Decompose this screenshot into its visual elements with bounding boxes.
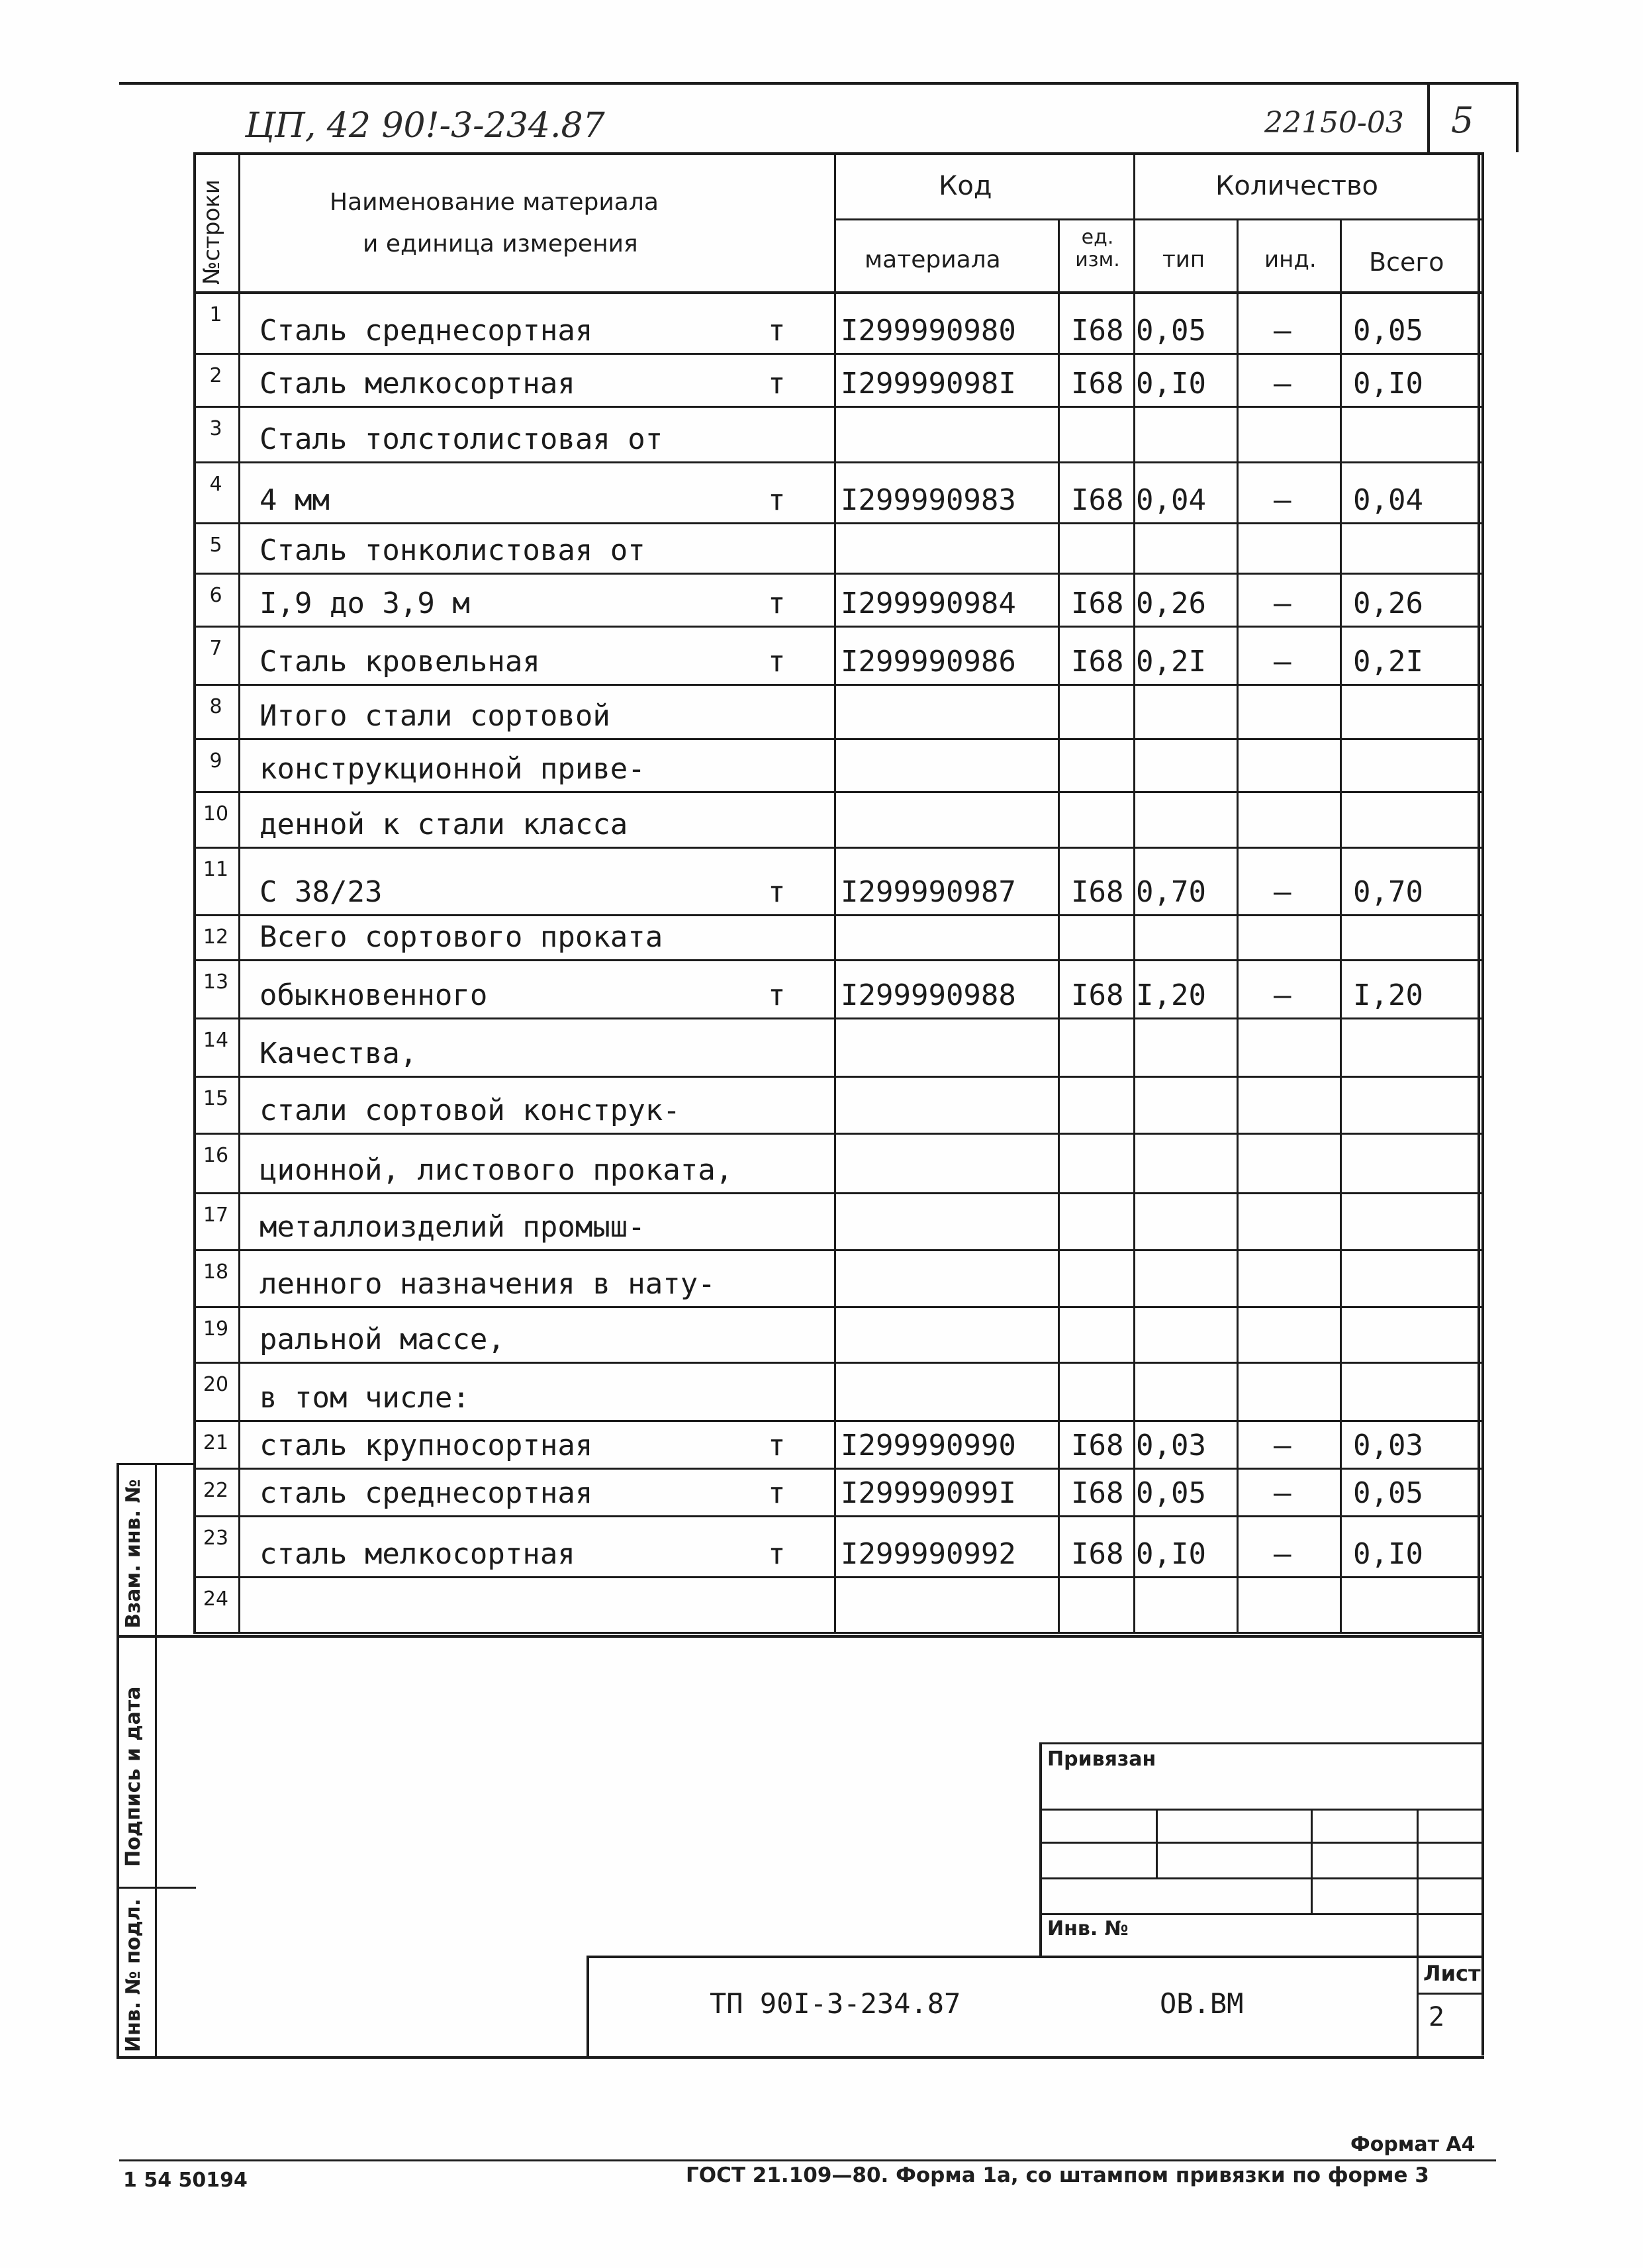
row-material-name: Сталь мелкосортная (259, 367, 575, 401)
binding-stamp-left (1039, 1742, 1042, 1958)
table-row (193, 1135, 1481, 1194)
binding-inv-no: Инв. № (1047, 1917, 1129, 1940)
title-block-sheet-divider (1417, 1956, 1419, 2056)
row-number: 12 (203, 925, 229, 949)
row-unit-code: I68 (1071, 875, 1124, 909)
table-row (193, 1251, 1481, 1308)
footer-format: Формат А4 (1350, 2133, 1476, 2156)
row-material-code: I299990987 (841, 875, 1016, 909)
row-qty-ind: – (1274, 978, 1291, 1012)
title-mark: ОВ.ВМ (1160, 1987, 1244, 2020)
row-qty-type: 0,2I (1136, 645, 1206, 679)
header-name-line2: и единица измерения (363, 230, 638, 258)
row-unit: т (768, 587, 786, 620)
row-unit: т (768, 367, 786, 401)
row-material-name: сталь среднесортная (259, 1476, 593, 1510)
row-unit-code: I68 (1071, 483, 1124, 517)
row-number: 11 (203, 858, 229, 881)
row-qty-total: 0,03 (1353, 1429, 1423, 1462)
row-unit-code: I68 (1071, 367, 1124, 401)
row-material-name: сталь мелкосортная (259, 1537, 575, 1571)
frame-top-line (119, 82, 1519, 85)
row-qty-total: 0,I0 (1353, 367, 1423, 401)
row-material-name: Сталь толстолистовая от (259, 422, 663, 456)
row-unit-code: I68 (1071, 314, 1124, 348)
row-qty-ind: – (1274, 483, 1291, 517)
table-row (193, 1019, 1481, 1078)
header-qty-total: Всего (1369, 248, 1444, 277)
header-qty-ind: инд. (1264, 246, 1317, 273)
binding-stamp-col-1 (1156, 1809, 1158, 1877)
row-material-name: обыкновенного (259, 978, 488, 1012)
row-unit: т (768, 1429, 786, 1462)
row-material-name: ленного назначения в нату- (259, 1267, 716, 1301)
row-number: 21 (203, 1431, 229, 1454)
side-vzam-inv: Взам. инв. № (122, 1479, 145, 1629)
side-inv-podl: Инв. № подл. (122, 1898, 145, 2052)
row-number: 15 (203, 1087, 229, 1110)
row-number: 13 (203, 970, 229, 994)
frame-top-right-edge (1516, 82, 1519, 152)
header-code-material: материала (865, 246, 1001, 273)
row-qty-ind: – (1274, 314, 1291, 348)
title-block-sheet-row (1417, 1993, 1484, 1995)
row-unit: т (768, 1537, 786, 1571)
handwritten-order-number: 22150-03 (1264, 106, 1404, 140)
row-qty-total: 0,05 (1353, 1476, 1423, 1510)
row-qty-total: 0,70 (1353, 875, 1423, 909)
row-material-code: I29999098I (841, 367, 1016, 401)
table-row (193, 1578, 1481, 1634)
frame-right-border-lower (1481, 682, 1484, 2055)
table-row (193, 1364, 1481, 1422)
row-qty-type: 0,03 (1136, 1429, 1206, 1462)
row-material-name: Сталь среднесортная (259, 314, 593, 348)
row-qty-ind: – (1274, 367, 1291, 401)
row-qty-total: I,20 (1353, 978, 1423, 1012)
row-material-code: I299990990 (841, 1429, 1016, 1462)
row-material-name: металлоизделий промыш- (259, 1210, 645, 1244)
row-qty-ind: – (1274, 1537, 1291, 1571)
row-number: 22 (203, 1479, 229, 1502)
side-stamp-divider-1 (117, 1635, 1484, 1638)
row-number: 23 (203, 1527, 229, 1550)
row-qty-type: I,20 (1136, 978, 1206, 1012)
row-qty-type: 0,I0 (1136, 367, 1206, 401)
page-number: 5 (1451, 99, 1474, 141)
row-material-code: I29999099I (841, 1476, 1016, 1510)
row-material-name: ральной массе, (259, 1323, 505, 1356)
row-material-name: денной к стали класса (259, 808, 628, 841)
row-unit-code: I68 (1071, 978, 1124, 1012)
table-row (193, 294, 1481, 355)
footer-line (119, 2159, 1496, 2161)
row-number: 9 (209, 749, 222, 773)
page-number-divider (1427, 82, 1430, 152)
row-unit: т (768, 645, 786, 679)
row-number: 8 (209, 695, 222, 718)
row-material-code: I299990980 (841, 314, 1016, 348)
header-qty-type: тип (1162, 246, 1205, 273)
row-material-name: Качества, (259, 1037, 418, 1070)
header-row-number: №строки (199, 179, 225, 285)
row-number: 14 (203, 1029, 229, 1052)
row-qty-total: 0,2I (1353, 645, 1423, 679)
table-top-border (193, 152, 1484, 155)
row-unit-code: I68 (1071, 1537, 1124, 1571)
row-qty-ind: – (1274, 587, 1291, 620)
row-qty-total: 0,05 (1353, 314, 1423, 348)
table-row (193, 1517, 1481, 1578)
side-podpis-data: Подпись и дата (122, 1686, 145, 1867)
row-unit: т (768, 978, 786, 1012)
row-qty-total: 0,I0 (1353, 1537, 1423, 1571)
row-qty-ind: – (1274, 875, 1291, 909)
row-qty-ind: – (1274, 645, 1291, 679)
row-divider (193, 1632, 1481, 1634)
row-unit: т (768, 875, 786, 909)
footer-gost: ГОСТ 21.109—80. Форма 1а, со штампом привязки по форме 3 (686, 2163, 1429, 2187)
row-qty-type: 0,26 (1136, 587, 1206, 620)
row-number: 4 (209, 473, 222, 496)
binding-stamp-col-3 (1417, 1809, 1419, 1958)
table-row (193, 1422, 1481, 1470)
row-material-name: 4 мм (259, 483, 330, 517)
handwritten-doc-ref: ЦП, 42 90!-3-234.87 (245, 106, 605, 146)
title-block-left (587, 1956, 589, 2056)
table-row (193, 1194, 1481, 1251)
row-number: 5 (209, 534, 222, 557)
table-row (193, 575, 1481, 628)
row-material-name: конструкционной приве- (259, 752, 645, 786)
row-qty-total: 0,04 (1353, 483, 1423, 517)
table-row (193, 355, 1481, 408)
table-row (193, 1470, 1481, 1517)
binding-stamp-col-2 (1311, 1809, 1313, 1913)
table-row (193, 793, 1481, 849)
row-number: 19 (203, 1317, 229, 1341)
table-row (193, 408, 1481, 463)
frame-bottom-border (117, 2056, 1484, 2059)
title-doc-code: ТП 90I-3-234.87 (710, 1987, 961, 2020)
row-number: 2 (209, 364, 222, 387)
side-stamp-inner-line (155, 1463, 157, 2059)
row-number: 16 (203, 1144, 229, 1167)
header-sub-divider (834, 218, 1481, 220)
binding-privyazan: Привязан (1047, 1748, 1156, 1771)
table-row (193, 686, 1481, 740)
row-qty-ind: – (1274, 1429, 1291, 1462)
header-quantity: Количество (1215, 171, 1379, 201)
row-qty-type: 0,05 (1136, 314, 1206, 348)
table-row (193, 463, 1481, 524)
row-qty-type: 0,70 (1136, 875, 1206, 909)
title-sheet-number: 2 (1429, 2002, 1445, 2032)
row-qty-type: 0,05 (1136, 1476, 1206, 1510)
row-material-name: ционной, листового проката, (259, 1153, 733, 1187)
row-material-code: I299990984 (841, 587, 1016, 620)
table-row (193, 524, 1481, 575)
row-number: 1 (209, 303, 222, 326)
footer-left-code: 1 54 50194 (123, 2169, 248, 2192)
table-row (193, 1078, 1481, 1135)
header-code-unit: ед. изм. (1075, 226, 1120, 271)
table-row (193, 628, 1481, 686)
row-unit: т (768, 1476, 786, 1510)
row-material-name: I,9 до 3,9 м (259, 587, 470, 620)
header-name-line1: Наименование материала (330, 189, 659, 216)
row-qty-ind: – (1274, 1476, 1291, 1510)
side-stamp-left-border (117, 1463, 119, 2059)
row-material-name: стали сортовой конструк- (259, 1094, 681, 1127)
row-material-name: Всего сортового проката (259, 920, 663, 954)
row-qty-total: 0,26 (1353, 587, 1423, 620)
table-row (193, 740, 1481, 793)
row-unit-code: I68 (1071, 1476, 1124, 1510)
row-number: 20 (203, 1373, 229, 1396)
row-material-code: I299990992 (841, 1537, 1016, 1571)
table-row (193, 849, 1481, 916)
row-number: 17 (203, 1204, 229, 1227)
row-material-name: Сталь кровельная (259, 645, 540, 679)
table-row (193, 916, 1481, 961)
table-row (193, 961, 1481, 1019)
table-row (193, 1308, 1481, 1364)
row-material-code: I299990983 (841, 483, 1016, 517)
row-material-name: Сталь тонколистовая от (259, 534, 645, 567)
header-code: Код (939, 171, 992, 201)
binding-stamp-top (1039, 1742, 1484, 1744)
row-number: 24 (203, 1587, 229, 1611)
row-number: 6 (209, 584, 222, 607)
title-block-top (587, 1956, 1484, 1958)
title-sheet-label: Лист (1423, 1961, 1481, 1986)
row-unit-code: I68 (1071, 645, 1124, 679)
row-unit: т (768, 314, 786, 348)
row-number: 10 (203, 802, 229, 826)
row-material-code: I299990986 (841, 645, 1016, 679)
row-qty-type: 0,04 (1136, 483, 1206, 517)
frame-right-border (1481, 152, 1484, 682)
row-material-code: I299990988 (841, 978, 1016, 1012)
row-number: 7 (209, 637, 222, 660)
row-material-name: Итого стали сортовой (259, 699, 610, 733)
row-number: 18 (203, 1260, 229, 1284)
row-qty-type: 0,I0 (1136, 1537, 1206, 1571)
row-unit-code: I68 (1071, 587, 1124, 620)
row-material-name: С 38/23 (259, 875, 383, 909)
row-material-name: в том числе: (259, 1381, 470, 1415)
row-number: 3 (209, 417, 222, 440)
row-unit-code: I68 (1071, 1429, 1124, 1462)
row-material-name: сталь крупносортная (259, 1429, 593, 1462)
row-unit: т (768, 483, 786, 517)
